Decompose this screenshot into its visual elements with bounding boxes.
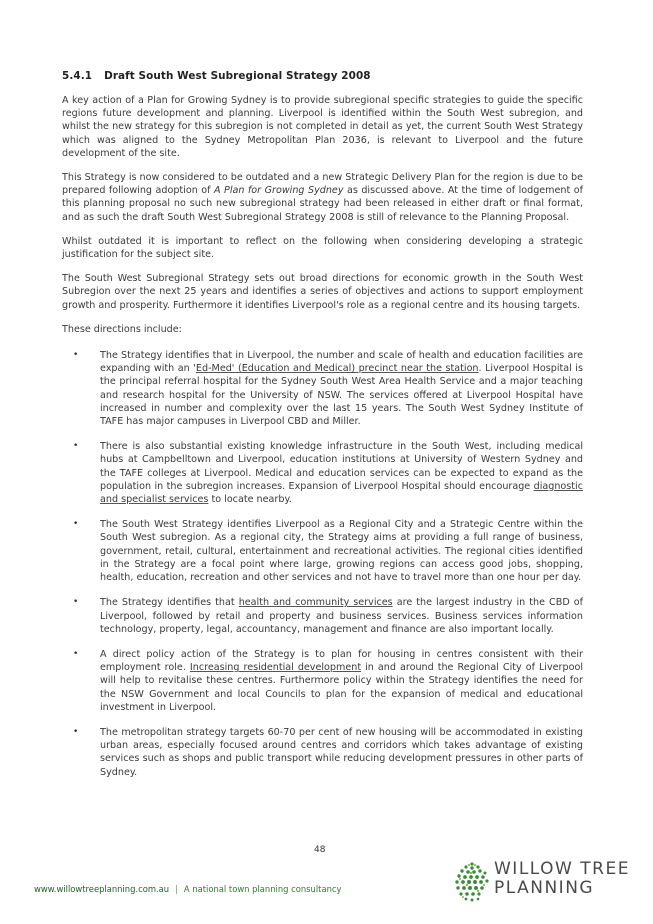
footer-separator: | — [175, 884, 178, 894]
tree-icon — [452, 860, 492, 906]
list-item-text: The South West Strategy identifies Liverpool as a Regional City and a Strategic Centre within the South West subregion. As a regional city, the Strategy aims at providing a full range of business, government, retail, cultural, entertainment and recreational activities. The regional cities identified in the Strategy are a focal point where large, growing regions can access good jobs, shopping, health, education, recreation and other services and not have to travel more than one hour per day. — [100, 519, 583, 584]
underlined-phrase: diagnostic and specialist services — [100, 480, 583, 506]
paragraph-text: This Strategy is now considered to be outdated and a new Strategic Delivery Plan for the region is due to be prepared following adoption of — [62, 172, 583, 197]
emphasis-plan-title: A Plan for Growing Sydney — [214, 185, 344, 197]
paragraph-intro: A key action of a Plan for Growing Sydney is to provide subregional specific strategies to guide the specific regions future development and planning. Liverpool is identified within the South West subregion, and whilst the new strategy for this subregion is not completed in detail as yet, the current South West Strategy which was aligned to the Sydney Metropolitan Plan 2036, is relevant to Liverpool and the future development of the site. — [62, 95, 583, 159]
list-item — [62, 648, 583, 714]
website-link[interactable]: www.willowtreeplanning.com.au — [34, 884, 170, 894]
list-item-text: are the largest industry in the CBD of Liverpool, followed by retail and property and business services. Business services information technology, property, legal, accountancy, management and finance are also important locally. — [100, 597, 583, 635]
underlined-phrase: Ed-Med' (Education and Medical) precinct near the station — [195, 363, 479, 375]
section-number: 5.4.1 — [62, 70, 93, 82]
list-item-text: . Liverpool Hospital is the principal referral hospital for the Sydney South West Area Health Service and a major teaching and research hospital for the University of NSW. The services offered at Liverpool Hospital have increased in number and complexity over the last 15 years. The South West Sydney Institute of TAFE has major campuses in Liverpool CBD and Miller. — [100, 363, 583, 428]
paragraph-text: as discussed above. At the time of lodgement of this planning proposal no such new subregional strategy had been released in either draft or final format, and as such the draft South West Subregional Strategy 2008 is still of relevance to the Planning Proposal. — [62, 185, 583, 223]
list-item-text: A direct policy action of the Strategy is to plan for housing in centres consistent with their employment role. — [100, 648, 583, 674]
list-item — [62, 518, 583, 584]
footer-tagline: A national town planning consultancy — [183, 884, 342, 894]
section-heading — [62, 70, 583, 82]
section-title: Draft South West Subregional Strategy 2008 — [104, 70, 371, 82]
bullet-icon: • — [73, 519, 79, 530]
bullet-icon: • — [73, 648, 79, 659]
list-item-text: There is also substantial existing knowledge infrastructure in the South West, including medical hubs at Campbelltown and Liverpool, education institutions at University of Western Sydney and the TAFE colleges at Liverpool. Medical and education services can be expected to expand as the population in the subregion increases. Expansion of Liverpool Hospital should encourage — [100, 441, 583, 492]
page-number: 48 — [314, 845, 326, 855]
list-item — [62, 349, 583, 428]
paragraph-outdated — [62, 171, 583, 224]
page-content — [62, 70, 583, 791]
list-item-text: to locate nearby. — [208, 494, 292, 506]
bullet-icon: • — [73, 350, 79, 361]
logo-line-1: WILLOW TREE — [494, 859, 630, 879]
logo-wordmark — [494, 860, 630, 898]
underlined-phrase: Increasing residential development — [189, 662, 362, 674]
list-item-text: The Strategy identifies that — [100, 597, 239, 609]
logo-line-2: PLANNING — [494, 878, 595, 898]
paragraph-list-intro: These directions include: — [62, 323, 182, 335]
list-item-text: The metropolitan strategy targets 60-70 per cent of new housing will be accommodated in existing urban areas, especially focused around centres and corridors which takes advantage of existing services such as shops and public transport while reducing development pressures in other parts of Sydney. — [100, 726, 583, 778]
bullet-icon: • — [73, 726, 79, 737]
list-item — [62, 726, 583, 779]
list-item-text: in and around the Regional City of Liverpool will help to revitalise these centres. Furthermore policy within the Strategy identifies the need for the NSW Government and local Councils to plan for the expansion of medical and educational investment in Liverpool. — [100, 662, 583, 713]
company-logo — [452, 858, 632, 908]
underlined-phrase: health and community services — [238, 597, 393, 609]
list-item-text: The Strategy identifies that in Liverpool, the number and scale of health and education facilities are expanding with an ' — [100, 350, 583, 375]
bullet-icon: • — [73, 441, 79, 452]
directions-list — [62, 349, 583, 779]
paragraph-reflect: Whilst outdated it is important to reflect on the following when considering developing a strategic justification for the subject site. — [62, 235, 583, 261]
list-item — [62, 440, 583, 506]
paragraph-directions: The South West Subregional Strategy sets out broad directions for economic growth in the South West Subregion over the next 25 years and identifies a series of objectives and actions to support employment growth and prosperity. Furthermore it identifies Liverpool's role as a regional centre and its housing targets. — [62, 273, 583, 311]
footer-contact — [34, 884, 341, 894]
list-item — [62, 596, 583, 636]
bullet-icon: • — [73, 597, 79, 608]
